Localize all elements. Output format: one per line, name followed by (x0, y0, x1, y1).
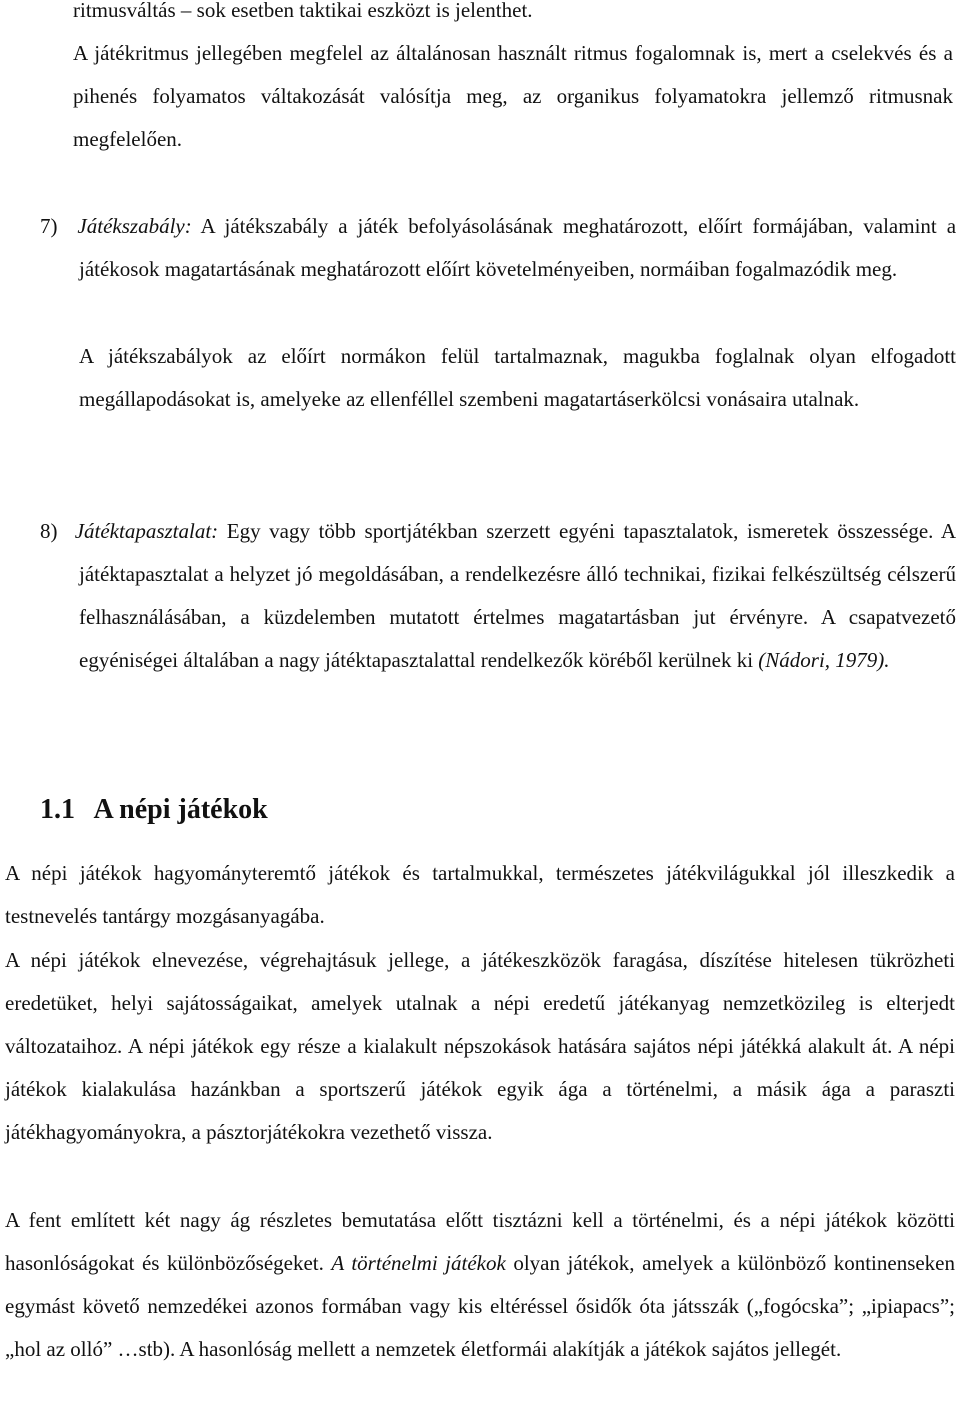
list-item-7 (40, 205, 956, 291)
emphasis-text: A történelmi játékok (331, 1251, 506, 1275)
section-heading (40, 788, 268, 832)
list-item-8 (40, 510, 956, 682)
list-item-7-body (40, 205, 956, 291)
list-item-8-body (40, 510, 956, 682)
citation: (Nádori, 1979). (758, 648, 890, 672)
term-jatektapasztalat: Játéktapasztalat: (74, 519, 219, 543)
body-paragraph-1: A népi játékok hagyományteremtő játékok és tartalmukkal, természetes játékvilágukkal jól illeszkedik a testnevelés tantárgy mozgásanyagába. (5, 861, 955, 928)
term-jatekszabaly: Játékszabály: (77, 214, 192, 238)
section-number: 1.1 (40, 794, 75, 825)
list-item-7-continuation: A játékszabályok az előírt normákon felül tartalmaznak, magukba foglalnak olyan elfogadott megállapodásokat is, amelyeke az ellenféllel szembeni magatartáserkölcsi vonásaira utalnak. (79, 344, 956, 411)
paragraph-text: A fent említett két nagy ág részletes bemutatása előtt tisztázni kell a történelmi, és a népi játékok közötti hasonlóságokat és különbözőségeket. (5, 1208, 955, 1275)
list-number: 7) (40, 214, 58, 238)
paragraph-rhythm-end (73, 0, 953, 32)
paragraph-game-rhythm: A játékritmus jellegében megfelel az általánosan használt ritmus fogalomnak is, mert a cselekvés és a pihenés folyamatos váltakozását valósítja meg, az organikus folyamatokra jellemző ritmusnak megfelelően. (73, 41, 953, 151)
definition-text: Egy vagy több sportjátékban szerzett egyéni tapasztalatok, ismeretek összessége. A játéktapasztalat a helyzet jó megoldásában, a rendelkezésre álló technikai, fizikai felkészültség célszerű felhasználásában, a küzdelemben mutatott értelmes magatartásban jut érvényre. A csapatvezető egyéniségei általában a nagy játéktapasztalattal rendelkezők köréből kerülnek ki (79, 519, 957, 672)
paragraph-line: ritmusváltás – sok esetben taktikai eszközt is jelenthet. (73, 0, 533, 22)
list-number: 8) (40, 519, 58, 543)
definition-text: A játékszabály a játék befolyásolásának meghatározott, előírt formájában, valamint a játékosok magatartásának meghatározott előírt követelményeiben, normáiban fogalmazódik meg. (79, 214, 957, 281)
paragraph-text: olyan játékok, amelyek a különböző kontinenseken egymást követő nemzedékei azonos formában vagy kis eltéréssel ősidők óta játsszák („fogócska”; „ipiapacs”; „hol az olló” …stb). A hasonlóság mellett a nemzetek életformái alakítják a játékok sajátos jellegét. (5, 1251, 956, 1361)
body-paragraph-3 (5, 1199, 955, 1371)
section-title: A népi játékok (93, 794, 268, 825)
body-paragraph-2: A népi játékok elnevezése, végrehajtásuk jellege, a játékeszközök faragása, díszítése hitelesen tükrözheti eredetüket, helyi sajátosságaikat, amelyek utalnak a népi eredetű játékanyag nemzetközileg is elterjedt változataihoz. A népi játékok egy része a kialakult népszokások hatására sajátos népi játékká alakult át. A népi játékok kialakulása hazánkban a sportszerű játékok egyik ága a történelmi, a másik ága a paraszti játékhagyományokra, a pásztorjátékokra vezethető vissza. (5, 948, 955, 1144)
